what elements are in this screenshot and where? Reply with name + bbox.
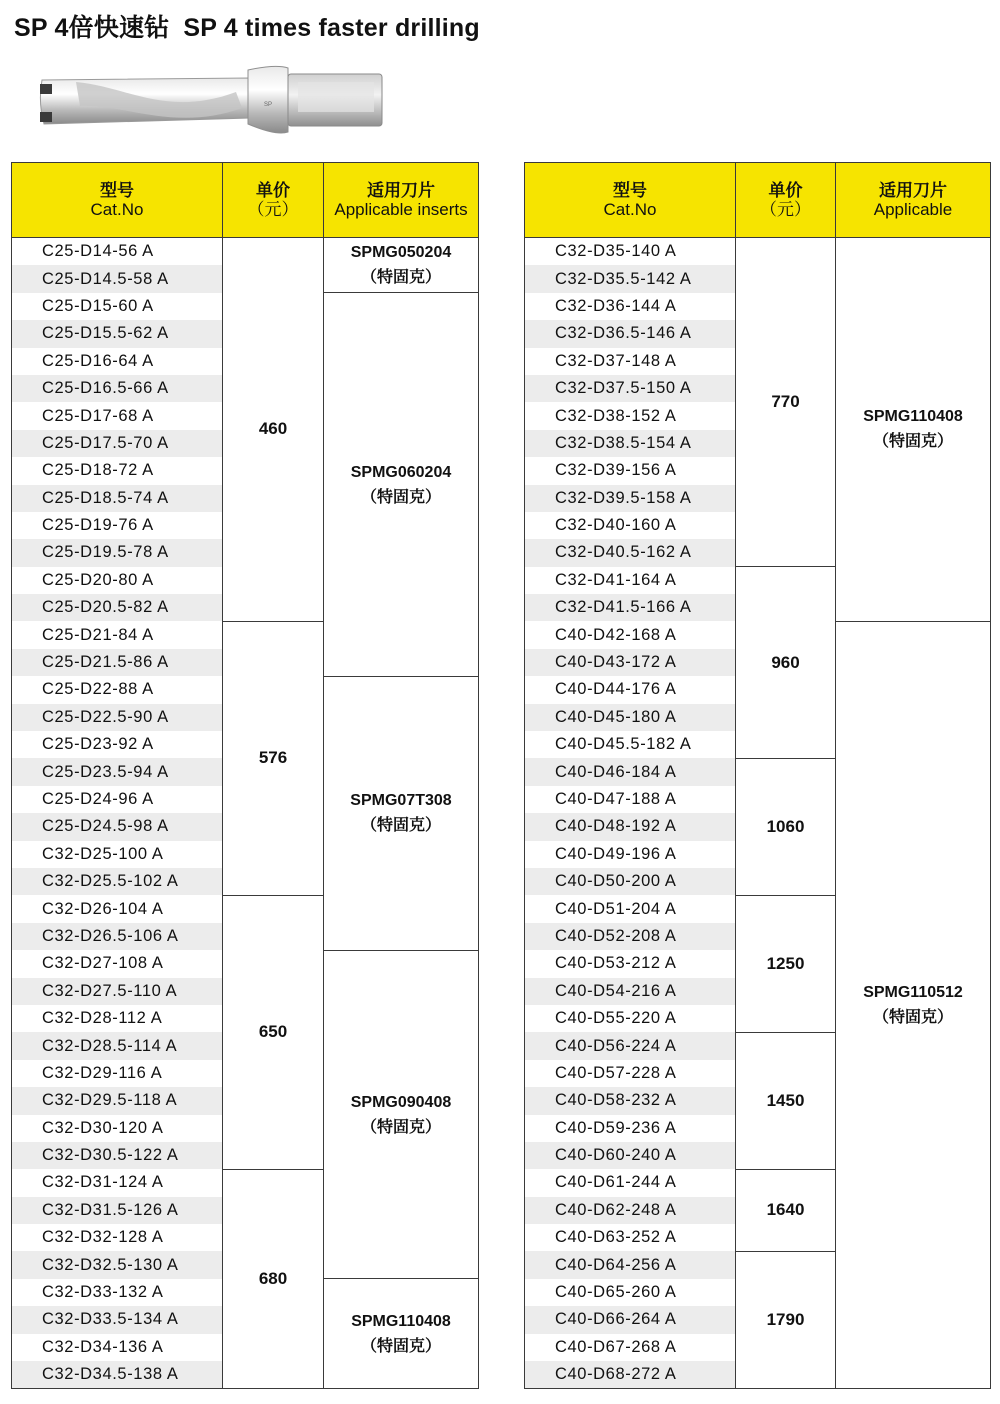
cat-no-cell: C25-D21-84 A [12, 621, 223, 648]
cat-no-cell: C25-D22.5-90 A [12, 704, 223, 731]
cat-no-cell: C25-D20-80 A [12, 567, 223, 594]
cat-no-cell: C40-D42-168 A [525, 621, 736, 648]
cat-no-cell: C40-D66-264 A [525, 1306, 736, 1333]
cat-no-cell: C40-D48-192 A [525, 813, 736, 840]
price-cell: 1640 [736, 1169, 836, 1251]
price-cell: 1790 [736, 1251, 836, 1388]
cat-no-cell: C40-D44-176 A [525, 676, 736, 703]
cat-no-cell: C32-D35-140 A [525, 238, 736, 266]
right-header-row [525, 163, 991, 238]
header-cat-no: 型号 Cat.No [12, 163, 223, 238]
insert-code: SPMG090408 [350, 1093, 452, 1111]
cat-no-cell: C32-D34-136 A [12, 1334, 223, 1361]
insert-cell [324, 238, 479, 293]
cat-no-cell: C40-D47-188 A [525, 786, 736, 813]
cat-no-cell: C40-D57-228 A [525, 1060, 736, 1087]
left-spec-table [11, 162, 479, 1389]
cat-no-cell: C40-D56-224 A [525, 1032, 736, 1059]
cat-no-cell: C25-D18-72 A [12, 457, 223, 484]
insert-brand-note: （特固克） [360, 1337, 441, 1355]
header-applicable-inserts: 适用刀片 Applicable inserts [324, 163, 479, 238]
cat-no-cell: C40-D55-220 A [525, 1005, 736, 1032]
cat-no-cell: C25-D21.5-86 A [12, 649, 223, 676]
cat-no-cell: C40-D45-180 A [525, 704, 736, 731]
cat-no-cell: C32-D38.5-154 A [525, 430, 736, 457]
cat-no-cell: C32-D27-108 A [12, 950, 223, 977]
cat-no-cell: C32-D37-148 A [525, 348, 736, 375]
header-applicable-inserts: 适用刀片 Applicable [836, 163, 991, 238]
cat-no-cell: C40-D50-200 A [525, 868, 736, 895]
insert-code: SPMG07T308 [350, 792, 452, 810]
cat-no-cell: C32-D26-104 A [12, 895, 223, 922]
drill-marking: SP [264, 102, 273, 108]
insert-brand-note: （特固克） [360, 488, 441, 506]
cat-no-cell: C25-D23-92 A [12, 731, 223, 758]
cat-no-cell: C32-D29.5-118 A [12, 1087, 223, 1114]
insert-brand-note: （特固克） [872, 433, 953, 451]
insert-cell [836, 621, 991, 1388]
insert-brand-note: （特固克） [360, 1118, 441, 1136]
insert-cell [324, 950, 479, 1279]
price-cell: 960 [736, 567, 836, 759]
header-cat-no: 型号 Cat.No [525, 163, 736, 238]
price-cell: 1060 [736, 758, 836, 895]
insert-code: SPMG110512 [863, 984, 963, 1002]
cat-no-cell: C32-D29-116 A [12, 1060, 223, 1087]
cat-no-cell: C25-D17-68 A [12, 402, 223, 429]
price-cell: 770 [736, 238, 836, 567]
header-unit-price: 单价 （元） [736, 163, 836, 238]
insert-brand-note: （特固克） [360, 269, 441, 287]
cat-no-cell: C32-D41-164 A [525, 567, 736, 594]
cat-no-cell: C25-D19-76 A [12, 512, 223, 539]
cat-no-cell: C25-D14.5-58 A [12, 265, 223, 292]
cat-no-cell: C32-D36.5-146 A [525, 320, 736, 347]
cat-no-cell: C40-D53-212 A [525, 950, 736, 977]
cat-no-cell: C40-D67-268 A [525, 1334, 736, 1361]
cat-no-cell: C40-D68-272 A [525, 1361, 736, 1389]
cat-no-cell: C32-D34.5-138 A [12, 1361, 223, 1389]
cat-no-cell: C32-D28-112 A [12, 1005, 223, 1032]
cat-no-cell: C40-D60-240 A [525, 1142, 736, 1169]
drill-product-image [36, 62, 392, 148]
cat-no-cell: C40-D61-244 A [525, 1169, 736, 1196]
cat-no-cell: C40-D65-260 A [525, 1279, 736, 1306]
cat-no-cell: C25-D16-64 A [12, 348, 223, 375]
cat-no-cell: C32-D33.5-134 A [12, 1306, 223, 1333]
cat-no-cell: C32-D40.5-162 A [525, 539, 736, 566]
page-title [14, 8, 480, 44]
cat-no-cell: C25-D24.5-98 A [12, 813, 223, 840]
cat-no-cell: C40-D51-204 A [525, 895, 736, 922]
insert-code: SPMG110408 [351, 1312, 451, 1330]
cat-no-cell: C25-D20.5-82 A [12, 594, 223, 621]
cat-no-cell: C40-D59-236 A [525, 1115, 736, 1142]
cat-no-cell: C40-D54-216 A [525, 978, 736, 1005]
cat-no-cell: C32-D31-124 A [12, 1169, 223, 1196]
cat-no-cell: C32-D30.5-122 A [12, 1142, 223, 1169]
cat-no-cell: C32-D31.5-126 A [12, 1197, 223, 1224]
cat-no-cell: C32-D28.5-114 A [12, 1032, 223, 1059]
table-row [525, 238, 991, 266]
cat-no-cell: C25-D17.5-70 A [12, 430, 223, 457]
cat-no-cell: C32-D30-120 A [12, 1115, 223, 1142]
cat-no-cell: C32-D37.5-150 A [525, 375, 736, 402]
right-spec-table [524, 162, 991, 1389]
cat-no-cell: C25-D15.5-62 A [12, 320, 223, 347]
price-cell: 680 [223, 1169, 324, 1389]
cat-no-cell: C32-D32-128 A [12, 1224, 223, 1251]
cat-no-cell: C40-D43-172 A [525, 649, 736, 676]
cat-no-cell: C32-D41.5-166 A [525, 594, 736, 621]
cat-no-cell: C32-D27.5-110 A [12, 978, 223, 1005]
cat-no-cell: C32-D36-144 A [525, 293, 736, 320]
cat-no-cell: C32-D32.5-130 A [12, 1251, 223, 1278]
table-row [12, 238, 479, 266]
cat-no-cell: C25-D19.5-78 A [12, 539, 223, 566]
cat-no-cell: C40-D45.5-182 A [525, 731, 736, 758]
insert-code: SPMG060204 [350, 463, 452, 481]
cat-no-cell: C32-D38-152 A [525, 402, 736, 429]
cat-no-cell: C25-D16.5-66 A [12, 375, 223, 402]
cat-no-cell: C32-D33-132 A [12, 1279, 223, 1306]
cat-no-cell: C40-D46-184 A [525, 758, 736, 785]
price-cell: 1450 [736, 1032, 836, 1169]
cat-no-cell: C25-D24-96 A [12, 786, 223, 813]
cat-no-cell: C32-D26.5-106 A [12, 923, 223, 950]
cat-no-cell: C32-D25-100 A [12, 841, 223, 868]
insert-brand-note: （特固克） [872, 1009, 953, 1027]
cat-no-cell: C40-D49-196 A [525, 841, 736, 868]
cat-no-cell: C32-D25.5-102 A [12, 868, 223, 895]
title-en: SP 4 times faster drilling [183, 14, 480, 42]
insert-cell [836, 238, 991, 622]
price-cell: 576 [223, 621, 324, 895]
cat-no-cell: C40-D64-256 A [525, 1251, 736, 1278]
cat-no-cell: C40-D52-208 A [525, 923, 736, 950]
cat-no-cell: C40-D62-248 A [525, 1197, 736, 1224]
cat-no-cell: C25-D15-60 A [12, 293, 223, 320]
cat-no-cell: C32-D39.5-158 A [525, 485, 736, 512]
cat-no-cell: C40-D58-232 A [525, 1087, 736, 1114]
title-zh: SP 4倍快速钻 [14, 14, 170, 42]
cat-no-cell: C32-D40-160 A [525, 512, 736, 539]
cat-no-cell: C25-D18.5-74 A [12, 485, 223, 512]
cat-no-cell: C32-D35.5-142 A [525, 265, 736, 292]
price-cell: 650 [223, 895, 324, 1169]
price-cell: 460 [223, 238, 324, 622]
cat-no-cell: C40-D63-252 A [525, 1224, 736, 1251]
insert-cell [324, 676, 479, 950]
price-cell: 1250 [736, 895, 836, 1032]
insert-brand-note: （特固克） [360, 817, 441, 835]
header-unit-price: 单价 （元） [223, 163, 324, 238]
cat-no-cell: C32-D39-156 A [525, 457, 736, 484]
insert-code: SPMG050204 [350, 244, 452, 262]
left-header-row [12, 163, 479, 238]
insert-cell [324, 1279, 479, 1389]
insert-cell [324, 293, 479, 676]
cat-no-cell: C25-D23.5-94 A [12, 758, 223, 785]
insert-code: SPMG110408 [863, 408, 963, 426]
cat-no-cell: C25-D14-56 A [12, 238, 223, 266]
cat-no-cell: C25-D22-88 A [12, 676, 223, 703]
